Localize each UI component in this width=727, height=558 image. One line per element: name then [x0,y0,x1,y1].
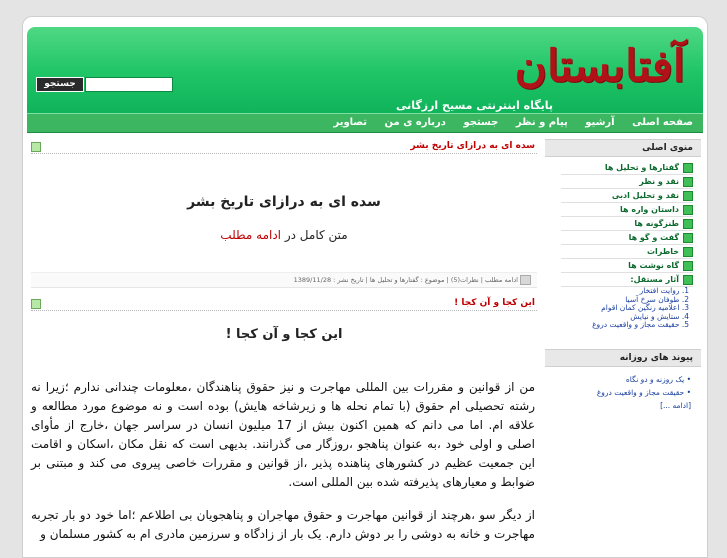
sub-item[interactable]: 5. حقیقت مجاز و واقعیت دروغ [592,320,689,329]
nav-photos[interactable]: تصاویر [333,117,368,128]
nav-search[interactable]: جستجو [463,117,499,128]
menu-item[interactable]: گاه نوشت ها [561,259,693,273]
read-more-prefix: متن کامل در [284,228,348,242]
menu-item[interactable]: داستان واره ها [561,203,693,217]
menu-item[interactable]: نقد و نظر [561,175,693,189]
post-meta-bar [31,272,537,288]
post-square-icon [31,299,41,309]
menu-item[interactable]: گفتارها و تحلیل ها [561,161,693,175]
post-title-bar [31,139,537,154]
read-more-line [31,228,537,242]
search-input[interactable] [85,77,173,92]
main-menu-list [545,161,701,287]
main-nav [27,113,703,133]
site-logo[interactable]: آفتابستان [514,41,685,92]
post-square-icon [31,142,41,152]
post-heading: سده ای به درازای تاریخ بشر [187,194,381,210]
post-body [31,378,537,544]
site-tagline: پایگاه اینترنتی مسیح ارزگانی [395,99,553,112]
sub-item[interactable]: 4. ستایش و نیایش [630,311,689,321]
post-paragraph: من از قوانین و مقررات بین المللی مهاجرت و نیز حقوق پناهندگان ،معلومات چندانی ندارم ؛زیرا نه رشته تحصیلی ام حقوق (با تمام نحله ها و زیرشاخه هایش) بوده است و نه موضوع مورد مطالعه و علاقه ام. اما می دانم که همین اکنون بیش از 17 میلیون انسان در سراسر جهان ،خارج از مأوای اصلی و اولی خود ،به عنوان پناهجو ،روزگار می گذرانند. بدیهی است که نقل مکان ،اسکان و اقامت این جمعیت عظیم در کشورهای پناهنده پذیر ،از قوانین و مقررات خاصی پیروی می کند و مبتنی بر ضوابط و معیارهای پذیرفته شده بین المللی است. [31,380,535,489]
daily-link[interactable]: • حقیقت مجاز و واقعیت دروغ [596,388,691,397]
nav-archive[interactable]: آرشیو [585,117,615,128]
post-2 [31,296,537,544]
menu-item[interactable]: خاطرات [561,245,693,259]
post-title-link[interactable]: این کجا و آن کجا ! [454,298,535,308]
menu-item[interactable]: نقد و تحلیل ادبی [561,189,693,203]
bullet-square-icon [683,163,693,173]
daily-link-more[interactable]: [ادامه ...] [660,401,691,410]
read-more-link[interactable]: ادامه مطلب [220,228,282,242]
nav-about[interactable]: درباره ی من [384,117,446,128]
daily-links-list [545,373,701,412]
menu-item[interactable]: گفت و گو ها [561,231,693,245]
sidebar-main-menu [545,139,701,330]
site-header [27,27,703,113]
daily-links-title: پیوند های روزانه [545,349,701,367]
bullet-square-icon [683,261,693,271]
main-menu-title: منوی اصلی [545,139,701,157]
bullet-square-icon [683,233,693,243]
bullet-square-icon [683,275,693,285]
post-1 [31,139,537,288]
comment-icon [520,275,531,285]
main-content [31,139,537,558]
page-frame [22,16,708,558]
post-meta-text[interactable]: ادامه مطلب | نظرات(5) | موضوع : گفتارها و تحلیل ها | تاریخ نشر : 1389/11/28 [293,276,518,284]
bullet-square-icon [683,191,693,201]
bullet-square-icon [683,177,693,187]
post-title-bar [31,296,537,311]
post-heading: این کجا و آن کجا ! [225,327,343,342]
bullet-square-icon [683,247,693,257]
nav-home[interactable]: صفحه اصلی [632,117,693,128]
search-button[interactable]: جستجو [36,77,84,92]
daily-link[interactable]: • یک روزنه و دو نگاه [625,375,691,384]
menu-item[interactable]: طنزگونه ها [561,217,693,231]
independent-works-list [545,287,701,330]
post-title-link[interactable]: سده ای به درازای تاریخ بشر [410,141,535,151]
sub-item[interactable]: 2. طوفان سرخ آسیا [625,294,689,304]
menu-item[interactable]: آثار مستقل: [561,273,693,287]
sub-item[interactable]: 1. روایت افتخار [639,286,689,295]
bullet-square-icon [683,219,693,229]
sidebar-daily-links [545,349,701,412]
sub-item[interactable]: 3. اعلامیه رنگین کمان اقوام [601,303,689,312]
post-paragraph: از دیگر سو ،هرچند از قوانین مهاجرت و حقوق مهاجران و پناهجویان بی اطلاعم ؛اما خود دو بار تجربه مهاجرت و خانه به دوشی را بر دوش دارم. یک بار از زادگاه و سرزمین مادری ام به کشور مسلمان و [31,508,535,541]
bullet-square-icon [683,205,693,215]
nav-message[interactable]: پیام و نظر [515,117,568,128]
